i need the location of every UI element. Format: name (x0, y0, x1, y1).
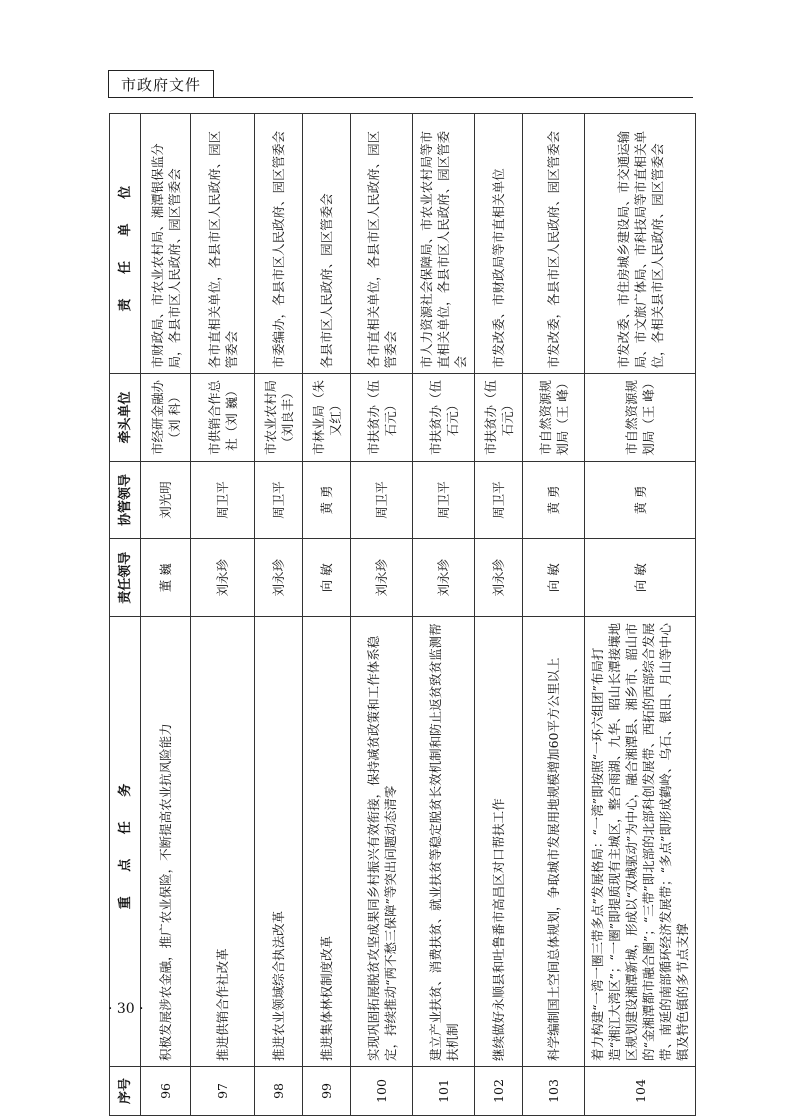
row-co-leader: 黄 勇 (585, 461, 696, 539)
col-header-co-leader: 协管领导 (110, 461, 141, 539)
row-leader: 向 敏 (303, 539, 351, 617)
row-number: 98 (255, 1066, 303, 1115)
row-responsible-units: 各县市区人民政府、园区管委会 (303, 114, 351, 374)
row-number: 99 (303, 1066, 351, 1115)
col-header-lead-unit: 牵头单位 (110, 374, 141, 461)
row-leader: 刘永珍 (255, 539, 303, 617)
row-task: 推进农业领域综合执法改革 (255, 617, 303, 1067)
table-row (523, 114, 585, 1116)
row-co-leader: 周卫平 (255, 461, 303, 539)
table-row (585, 114, 696, 1116)
col-header-task: 重 点 任 务 (110, 617, 141, 1067)
row-co-leader: 周卫平 (475, 461, 523, 539)
row-task: 科学编制国土空间总体规划，争取城市发展用地规模增加60平方公里以上 (523, 617, 585, 1067)
table-row (413, 114, 475, 1116)
row-number: 101 (413, 1066, 475, 1115)
col-header-responsible-units: 责 任 单 位 (110, 114, 141, 374)
row-leader: 刘永珍 (191, 539, 255, 617)
row-number: 97 (191, 1066, 255, 1115)
row-responsible-units: 市发改委、市财政局等市直相关单位 (475, 114, 523, 374)
row-leader: 刘永珍 (351, 539, 413, 617)
row-lead-unit: 市自然资源规划局（王 峰） (523, 374, 585, 461)
row-task: 实现巩固拓展脱贫攻坚成果同乡村振兴有效衔接，保持减贫政策和工作体系稳定，持续推动“两不愁三保障”等突出问题动态清零 (351, 617, 413, 1067)
row-leader: 刘永珍 (413, 539, 475, 617)
row-co-leader: 周卫平 (413, 461, 475, 539)
row-leader: 刘永珍 (475, 539, 523, 617)
table-row (255, 114, 303, 1116)
row-co-leader: 黄 勇 (523, 461, 585, 539)
page-number: · 30 · (108, 1001, 144, 1017)
document-header-title: 市政府文件 (108, 70, 214, 98)
col-header-leader: 责任领导 (110, 539, 141, 617)
row-number: 103 (523, 1066, 585, 1115)
table-row (475, 114, 523, 1116)
row-responsible-units: 市发改委、市住房城乡建设局、市交通运输局、市文旅广体局、市科技局等市直相关单位，各相关县市区人民政府、园区管委会 (585, 114, 696, 374)
row-number: 100 (351, 1066, 413, 1115)
row-co-leader: 刘光明 (141, 461, 191, 539)
row-lead-unit: 市扶贫办（伍石元） (351, 374, 413, 461)
row-responsible-units: 市委编办，各县市区人民政府、园区管委会 (255, 114, 303, 374)
row-lead-unit: 市供销合作总社（刘 巍） (191, 374, 255, 461)
row-task: 推进集体林权制度改革 (303, 617, 351, 1067)
task-table (109, 113, 696, 1116)
row-leader: 董 巍 (141, 539, 191, 617)
row-number: 102 (475, 1066, 523, 1115)
task-table-container (109, 113, 690, 1116)
row-leader: 向 敏 (523, 539, 585, 617)
row-co-leader: 周卫平 (191, 461, 255, 539)
row-responsible-units: 市人力资源社会保障局、市农业农村局等市直相关单位，各县市区人民政府、园区管委会 (413, 114, 475, 374)
row-lead-unit: 市自然资源规划局（王 峰） (585, 374, 696, 461)
row-lead-unit: 市农业农村局（刘良丰） (255, 374, 303, 461)
row-responsible-units: 市发改委，各县市区人民政府、园区管委会 (523, 114, 585, 374)
row-responsible-units: 各市直相关单位，各县市区人民政府、园区管委会 (351, 114, 413, 374)
row-co-leader: 周卫平 (351, 461, 413, 539)
row-co-leader: 黄 勇 (303, 461, 351, 539)
row-task: 积极发展涉农金融，推广农业保险，不断提高农业抗风险能力 (141, 617, 191, 1067)
table-row (351, 114, 413, 1116)
row-lead-unit: 市林业局（朱又红） (303, 374, 351, 461)
table-header-row (110, 114, 141, 1116)
row-leader: 向 敏 (585, 539, 696, 617)
row-task: 建立产业扶贫、消费扶贫、就业扶贫等稳定脱贫长效机制和防止返贫致贫监测帮扶机制 (413, 617, 475, 1067)
row-responsible-units: 市财政局、市农业农村局、湘潭银保监分局，各县市区人民政府、园区管委会 (141, 114, 191, 374)
table-row (191, 114, 255, 1116)
table-row (303, 114, 351, 1116)
row-lead-unit: 市扶贫办（伍石元） (475, 374, 523, 461)
header-divider (108, 97, 693, 98)
row-responsible-units: 各市直相关单位，各县市区人民政府、园区管委会 (191, 114, 255, 374)
row-task: 推进供销合作社改革 (191, 617, 255, 1067)
row-lead-unit: 市经研金融办（刘 科） (141, 374, 191, 461)
row-task: 着力构建“一湾一圈三带多点”发展格局：“一湾”即按照“一环六组团”布局打造“湘江大湾区”；“一圈”即提质现有主城区，整合雨湖、九华、昭山长潭接壤地区规划建设湘潭新城，形成以“双城驱动”为中心，融合湘潭县、湘乡市、韶山市的“金湘潭都市融合圈”；“三带”即北部的北部科创发展带、西拓的西部综合发展带、南延的南部循环经济发展带；“多点”即形成鹤岭、乌石、银田、月山等中心镇及特色镇的多节点支撑 (585, 617, 696, 1067)
row-number: 104 (585, 1066, 696, 1115)
row-lead-unit: 市扶贫办（伍石元） (413, 374, 475, 461)
table-row (141, 114, 191, 1116)
col-header-number: 序号 (110, 1066, 141, 1115)
row-number: 96 (141, 1066, 191, 1115)
row-task: 继续做好永顺县和吐鲁番市高昌区对口帮扶工作 (475, 617, 523, 1067)
